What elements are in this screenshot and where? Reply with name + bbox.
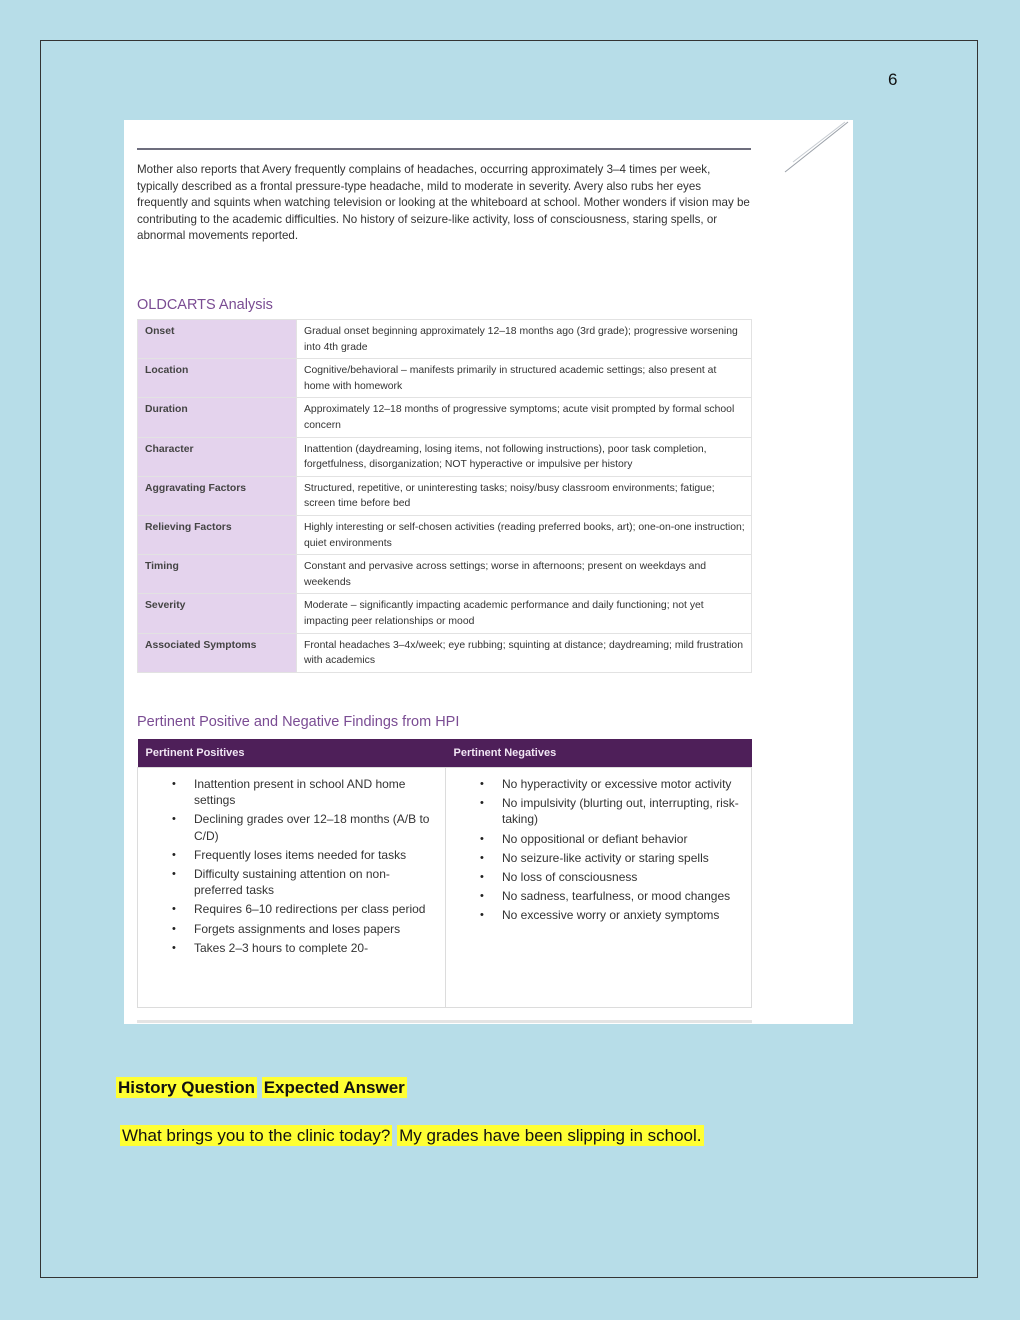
oldcarts-description: Highly interesting or self-chosen activities (reading preferred books, art); one-on-one instruction; quiet environments xyxy=(297,515,752,554)
oldcarts-label: Character xyxy=(138,437,297,476)
positives-list xyxy=(146,776,437,956)
pertinent-negative-item: • No sadness, tearfulness, or mood changes xyxy=(502,888,743,904)
oldcarts-label: Relieving Factors xyxy=(138,515,297,554)
oldcarts-label: Severity xyxy=(138,594,297,633)
oldcarts-label: Aggravating Factors xyxy=(138,476,297,515)
oldcarts-row xyxy=(138,437,752,476)
oldcarts-description: Cognitive/behavioral – manifests primarily in structured academic settings; also present at home with homework xyxy=(297,359,752,398)
pertinent-negative-item: • No oppositional or defiant behavior xyxy=(502,831,743,847)
oldcarts-label: Location xyxy=(138,359,297,398)
oldcarts-heading: OLDCARTS Analysis xyxy=(137,297,273,313)
pertinent-positive-item: • Forgets assignments and loses papers xyxy=(194,921,437,937)
negatives-list xyxy=(454,776,743,924)
history-question-column: History Question xyxy=(118,1078,255,1097)
oldcarts-description: Approximately 12–18 months of progressive symptoms; acute visit prompted by formal school concern xyxy=(297,398,752,437)
oldcarts-table xyxy=(137,319,752,673)
expected-answer-column: Expected Answer xyxy=(263,1078,405,1097)
oldcarts-row xyxy=(138,320,752,359)
pertinent-positive-item: • Inattention present in school AND home settings xyxy=(194,776,437,808)
pertinent-negative-item: • No impulsivity (blurting out, interrupting, risk-taking) xyxy=(502,795,743,827)
embedded-document-image xyxy=(124,120,853,1024)
pertinent-negative-item: • No excessive worry or anxiety symptoms xyxy=(502,907,743,923)
pertinent-negative-item: • No hyperactivity or excessive motor activity xyxy=(502,776,743,792)
history-row xyxy=(120,1126,704,1146)
oldcarts-label: Duration xyxy=(138,398,297,437)
oldcarts-row xyxy=(138,555,752,594)
oldcarts-row xyxy=(138,515,752,554)
oldcarts-description: Frontal headaches 3–4x/week; eye rubbing; squinting at distance; daydreaming; mild frustration with academics xyxy=(297,633,752,672)
oldcarts-row xyxy=(138,633,752,672)
oldcarts-description: Structured, repetitive, or uninteresting tasks; noisy/busy classroom environments; fatigue; screen time before bed xyxy=(297,476,752,515)
oldcarts-row xyxy=(138,594,752,633)
oldcarts-label: Timing xyxy=(138,555,297,594)
oldcarts-description: Inattention (daydreaming, losing items, not following instructions), poor task completion, forgetfulness, disorganization; NOT hyperactive or impulsive per history xyxy=(297,437,752,476)
pertinent-negative-item: • No loss of consciousness xyxy=(502,869,743,885)
pertinent-positive-item: • Difficulty sustaining attention on non-preferred tasks xyxy=(194,866,437,898)
pertinent-positive-item: • Requires 6–10 redirections per class period xyxy=(194,901,437,917)
history-question: What brings you to the clinic today? xyxy=(122,1126,391,1145)
pertinent-heading: Pertinent Positive and Negative Findings from HPI xyxy=(137,714,460,730)
intro-paragraph: Mother also reports that Avery frequently complains of headaches, occurring approximately 3–4 times per week, typically described as a frontal pressure-type headache, mild to moderate in severity. Avery also rubs her eyes frequently and squints when watching television or looking at the whiteboard at school. Mother wonders if vision may be contributing to the academic difficulties. No history of seizure-like activity, loss of consciousness, staring spells, or abnormal movements reported. xyxy=(137,163,750,243)
oldcarts-description: Gradual onset beginning approximately 12–18 months ago (3rd grade); progressive worsening into 4th grade xyxy=(297,320,752,359)
oldcarts-label: Associated Symptoms xyxy=(138,633,297,672)
pertinent-positive-item: • Takes 2–3 hours to complete 20- xyxy=(194,940,437,956)
history-table-header xyxy=(116,1078,407,1098)
history-answer: My grades have been slipping in school. xyxy=(399,1126,702,1145)
pertinent-positive-item: • Frequently loses items needed for tasks xyxy=(194,847,437,863)
oldcarts-row xyxy=(138,398,752,437)
page-number: 6 xyxy=(888,70,898,89)
pertinent-findings-table xyxy=(137,739,752,1008)
pertinent-positive-item: • Declining grades over 12–18 months (A/B to C/D) xyxy=(194,811,437,843)
oldcarts-row xyxy=(138,359,752,398)
positives-header: Pertinent Positives xyxy=(138,739,446,768)
negatives-header: Pertinent Negatives xyxy=(446,739,752,768)
header-rule xyxy=(137,148,751,150)
oldcarts-row xyxy=(138,476,752,515)
oldcarts-description: Moderate – significantly impacting academic performance and daily functioning; not yet impacting peer relationships or mood xyxy=(297,594,752,633)
negatives-cell xyxy=(446,768,752,1008)
oldcarts-label: Onset xyxy=(138,320,297,359)
positives-cell xyxy=(138,768,446,1008)
footer-rule xyxy=(137,1020,752,1023)
page-curl-line xyxy=(743,120,853,180)
oldcarts-description: Constant and pervasive across settings; worse in afternoons; present on weekdays and weekends xyxy=(297,555,752,594)
pertinent-negative-item: • No seizure-like activity or staring spells xyxy=(502,850,743,866)
